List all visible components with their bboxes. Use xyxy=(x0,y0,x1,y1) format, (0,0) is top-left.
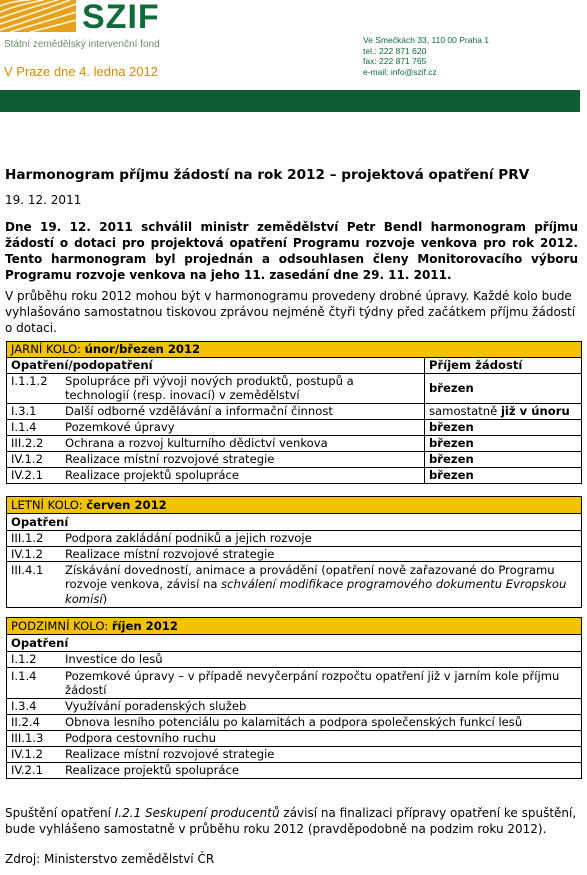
measure-name: Další odborné vzdělávání a informační činnost xyxy=(65,403,333,418)
column-header-measure: Opatření/podopatření xyxy=(7,358,425,374)
round-period: říjen 2012 xyxy=(111,618,178,633)
measure-code: III.2.2 xyxy=(11,435,44,450)
table-row xyxy=(7,531,582,547)
table-row xyxy=(7,546,582,562)
measure-name: Realizace místní rozvojové strategie xyxy=(65,451,275,466)
round-label: PODZIMNÍ KOLO: xyxy=(11,618,112,633)
table-row xyxy=(7,731,582,747)
measure-code: IV.2.1 xyxy=(11,763,43,778)
measure-name: Realizace projektů spolupráce xyxy=(65,763,240,778)
footer-note-italic: I.2.1 Seskupení producentů xyxy=(114,806,280,820)
letterhead xyxy=(0,0,587,112)
measure-code: I.1.4 xyxy=(11,419,37,434)
measure-code: I.1.2 xyxy=(11,652,37,667)
measure-name: Pozemkové úpravy xyxy=(65,419,175,434)
measure-code: I.1.1.2 xyxy=(11,373,48,388)
measure-code: I.3.4 xyxy=(11,699,37,714)
round-period: únor/březen 2012 xyxy=(84,342,201,357)
table-row xyxy=(7,747,582,763)
measure-name xyxy=(65,563,573,607)
measure-code: III.1.3 xyxy=(11,731,44,746)
table-row xyxy=(7,668,582,699)
table-row xyxy=(7,373,582,403)
intake-month: březen xyxy=(425,419,582,435)
lead-paragraph: Dne 19. 12. 2011 schválil ministr zemědělství Petr Bendl harmonogram příjmu žádostí o dotaci pro projektová opatření Programu rozvoje venkova pro rok 2012. Tento harmonogram byl projednán a odsouhlasen členy Monitorovacího výboru Programu rozvoje venkova na jeho 11. zasedání dne 29. 11. 2011. xyxy=(5,220,578,282)
page-title: Harmonogram příjmu žádostí na rok 2012 – projektová opatření PRV xyxy=(5,167,530,183)
fax: fax: 222 871 765 xyxy=(363,56,427,66)
measure-code: IV.2.1 xyxy=(11,467,43,482)
table-row xyxy=(7,715,582,731)
measure-name: Spolupráce při vývoji nových produktů, postupů a technologií (resp. inovací) v zemědělství xyxy=(65,373,354,402)
measure-code: IV.1.2 xyxy=(11,747,43,762)
round-label: JARNÍ KOLO: xyxy=(11,342,85,357)
phone: tel.: 222 871 620 xyxy=(363,45,427,56)
body-paragraph: V průběhu roku 2012 mohou být v harmonogramu provedeny drobné úpravy. Každé kolo bude vyhlašováno samostatnou tiskovou zprávou nejméně čtyři týdny před začátkem příjmu žádostí o dotaci. xyxy=(5,289,576,335)
round-label: LETNÍ KOLO: xyxy=(11,497,87,512)
column-header-measure: Opatření xyxy=(7,514,582,531)
intake-month: březen xyxy=(425,373,582,403)
place-date: V Praze dne 4. ledna 2012 xyxy=(4,64,158,79)
intake-month: březen xyxy=(425,467,582,483)
table-row xyxy=(7,652,582,668)
intake-month: březen xyxy=(425,435,582,451)
column-header-measure: Opatření xyxy=(7,635,582,652)
header-divider-bar xyxy=(0,90,580,112)
footer-note xyxy=(5,805,581,837)
address: Ve Smečkách 33, 110 00 Praha 1 xyxy=(363,35,490,45)
measure-name: Investice do lesů xyxy=(65,652,163,667)
footer-note-pre: Spuštění opatření xyxy=(5,806,115,820)
measure-name-tail: ) xyxy=(102,591,108,606)
table-row xyxy=(7,435,582,451)
table-row xyxy=(7,467,582,483)
measure-name: Realizace projektů spolupráce xyxy=(65,467,240,482)
intake-month-value: již v únoru xyxy=(500,403,570,418)
round-period: červen 2012 xyxy=(86,497,167,512)
spring-round-header xyxy=(7,342,582,358)
measure-name: Využívání poradenských služeb xyxy=(65,699,247,714)
measure-name: Realizace místní rozvojové strategie xyxy=(65,747,275,762)
measure-name-italic: schválení modifikace programového dokumentu Evropskou komisí xyxy=(65,577,567,606)
footer-note-post: závisí na finalizaci přípravy opatření ke spuštění, bude vyhlášeno samostatně v průběhu roku 2012 (pravděpodobně na podzim roku 2012). xyxy=(5,806,577,836)
logo-subtitle: Státní zemědělský intervenční fond xyxy=(4,39,160,50)
contact-block xyxy=(363,35,489,77)
autumn-round-header xyxy=(7,618,582,635)
intake-prefix: samostatně xyxy=(429,403,501,418)
measure-code: I.1.4 xyxy=(11,668,37,683)
measure-name-text: Získávání dovedností, animace a provádění (opatření nově zařazované do Programu rozvoje venkova, závisí na xyxy=(65,562,555,592)
table-row xyxy=(7,763,582,779)
measure-code: III.1.2 xyxy=(11,531,44,545)
intake-month: březen xyxy=(425,451,582,467)
spring-round-table xyxy=(6,341,582,484)
summer-round-table xyxy=(6,496,582,608)
summer-round-header xyxy=(7,497,582,514)
table-row xyxy=(7,419,582,435)
measure-name: Realizace místní rozvojové strategie xyxy=(65,546,275,561)
logo-text: SZIF xyxy=(82,0,160,36)
measure-name: Pozemkové úpravy – v případě nevyčerpání rozpočtu opatření již v jarním kole příjmu žádostí xyxy=(65,668,560,697)
intake-month xyxy=(425,403,582,419)
measure-code: III.4.1 xyxy=(11,562,44,577)
publication-date: 19. 12. 2011 xyxy=(5,193,82,207)
measure-code: II.2.4 xyxy=(11,715,40,730)
measure-name: Obnova lesního potenciálu po kalamitách a podpora společenských funkcí lesů xyxy=(65,715,523,730)
table-row xyxy=(7,699,582,715)
autumn-round-table xyxy=(6,617,582,779)
measure-name: Podpora cestovního ruchu xyxy=(65,731,216,746)
column-header-intake: Příjem žádostí xyxy=(425,358,582,374)
email: e-mail: info@szif.cz xyxy=(363,66,437,77)
source-line: Zdroj: Ministerstvo zemědělství ČR xyxy=(5,852,215,866)
szif-logo-icon xyxy=(0,0,76,32)
measure-name: Ochrana a rozvoj kulturního dědictví venkova xyxy=(65,435,328,450)
measure-code: IV.1.2 xyxy=(11,451,43,466)
measure-code: I.3.1 xyxy=(11,403,37,418)
table-row xyxy=(7,451,582,467)
measure-name: Podpora zakládání podniků a jejich rozvoje xyxy=(65,531,312,545)
table-row xyxy=(7,403,582,419)
table-row xyxy=(7,562,582,608)
measure-code: IV.1.2 xyxy=(11,546,43,561)
